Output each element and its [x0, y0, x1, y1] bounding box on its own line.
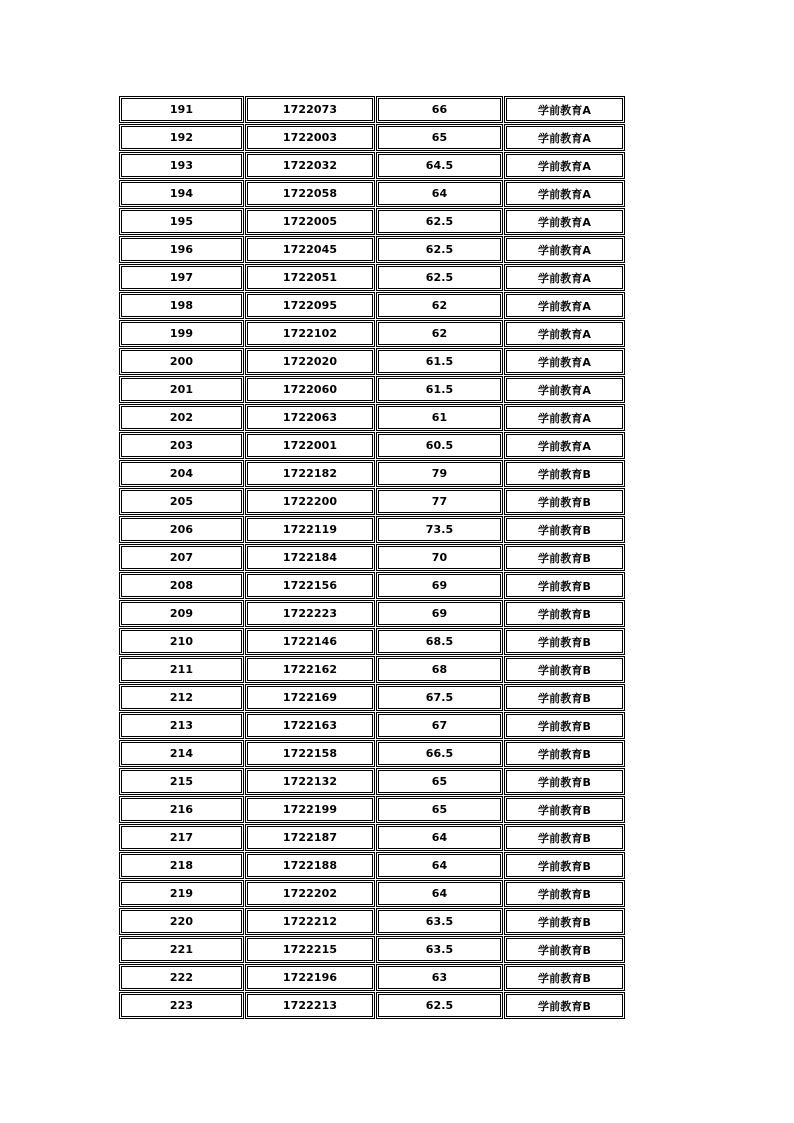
table-row: [119, 544, 626, 572]
class-cell: 学前教育A: [504, 152, 625, 179]
student-id-cell: 1722156: [245, 572, 375, 599]
student-id-cell: 1722073: [245, 96, 375, 123]
score-cell: 73.5: [376, 516, 503, 543]
table-row: [119, 152, 626, 180]
student-id-cell: 1722182: [245, 460, 375, 487]
student-id-cell: 1722063: [245, 404, 375, 431]
student-id-cell: 1722163: [245, 712, 375, 739]
rank-cell: 192: [119, 124, 244, 151]
student-id-cell: 1722045: [245, 236, 375, 263]
student-id-cell: 1722158: [245, 740, 375, 767]
rank-cell: 191: [119, 96, 244, 123]
table-row: [119, 348, 626, 376]
class-cell: 学前教育B: [504, 768, 625, 795]
table-row: [119, 852, 626, 880]
class-cell: 学前教育B: [504, 880, 625, 907]
student-id-cell: 1722212: [245, 908, 375, 935]
score-cell: 62.5: [376, 208, 503, 235]
student-id-cell: 1722202: [245, 880, 375, 907]
class-cell: 学前教育A: [504, 124, 625, 151]
class-cell: 学前教育B: [504, 488, 625, 515]
rank-cell: 222: [119, 964, 244, 991]
rank-cell: 213: [119, 712, 244, 739]
score-cell: 66: [376, 96, 503, 123]
score-cell: 79: [376, 460, 503, 487]
student-id-cell: 1722213: [245, 992, 375, 1019]
class-cell: 学前教育B: [504, 460, 625, 487]
score-cell: 68.5: [376, 628, 503, 655]
score-cell: 61.5: [376, 348, 503, 375]
table-row: [119, 684, 626, 712]
rank-cell: 223: [119, 992, 244, 1019]
rank-cell: 199: [119, 320, 244, 347]
student-id-cell: 1722162: [245, 656, 375, 683]
student-id-cell: 1722058: [245, 180, 375, 207]
table-row: [119, 712, 626, 740]
rank-cell: 208: [119, 572, 244, 599]
class-cell: 学前教育B: [504, 516, 625, 543]
table-row: [119, 208, 626, 236]
rank-cell: 197: [119, 264, 244, 291]
student-id-cell: 1722146: [245, 628, 375, 655]
table-row: [119, 376, 626, 404]
class-cell: 学前教育B: [504, 740, 625, 767]
class-cell: 学前教育B: [504, 600, 625, 627]
score-cell: 62.5: [376, 236, 503, 263]
student-id-cell: 1722196: [245, 964, 375, 991]
student-id-cell: 1722032: [245, 152, 375, 179]
student-id-cell: 1722199: [245, 796, 375, 823]
score-cell: 64: [376, 880, 503, 907]
table-row: [119, 740, 626, 768]
score-cell: 63: [376, 964, 503, 991]
rank-cell: 209: [119, 600, 244, 627]
score-cell: 61.5: [376, 376, 503, 403]
score-table: [119, 96, 626, 1020]
student-id-cell: 1722184: [245, 544, 375, 571]
table-row: [119, 404, 626, 432]
student-id-cell: 1722051: [245, 264, 375, 291]
class-cell: 学前教育B: [504, 908, 625, 935]
class-cell: 学前教育B: [504, 964, 625, 991]
rank-cell: 210: [119, 628, 244, 655]
table-row: [119, 992, 626, 1020]
class-cell: 学前教育B: [504, 992, 625, 1019]
class-cell: 学前教育A: [504, 376, 625, 403]
rank-cell: 196: [119, 236, 244, 263]
score-cell: 63.5: [376, 936, 503, 963]
table-row: [119, 124, 626, 152]
class-cell: 学前教育B: [504, 936, 625, 963]
class-cell: 学前教育A: [504, 96, 625, 123]
table-row: [119, 656, 626, 684]
score-cell: 65: [376, 796, 503, 823]
score-cell: 68: [376, 656, 503, 683]
table-row: [119, 824, 626, 852]
score-cell: 69: [376, 572, 503, 599]
class-cell: 学前教育B: [504, 712, 625, 739]
score-cell: 62: [376, 292, 503, 319]
class-cell: 学前教育A: [504, 264, 625, 291]
rank-cell: 214: [119, 740, 244, 767]
class-cell: 学前教育A: [504, 348, 625, 375]
score-cell: 69: [376, 600, 503, 627]
class-cell: 学前教育B: [504, 544, 625, 571]
score-cell: 65: [376, 768, 503, 795]
rank-cell: 194: [119, 180, 244, 207]
rank-cell: 216: [119, 796, 244, 823]
score-cell: 63.5: [376, 908, 503, 935]
table-row: [119, 236, 626, 264]
rank-cell: 217: [119, 824, 244, 851]
class-cell: 学前教育B: [504, 796, 625, 823]
rank-cell: 201: [119, 376, 244, 403]
table-row: [119, 432, 626, 460]
class-cell: 学前教育A: [504, 236, 625, 263]
rank-cell: 200: [119, 348, 244, 375]
table-row: [119, 572, 626, 600]
student-id-cell: 1722223: [245, 600, 375, 627]
score-cell: 66.5: [376, 740, 503, 767]
class-cell: 学前教育A: [504, 320, 625, 347]
student-id-cell: 1722215: [245, 936, 375, 963]
table-row: [119, 292, 626, 320]
rank-cell: 221: [119, 936, 244, 963]
rank-cell: 211: [119, 656, 244, 683]
table-row: [119, 320, 626, 348]
student-id-cell: 1722119: [245, 516, 375, 543]
rank-cell: 203: [119, 432, 244, 459]
rank-cell: 212: [119, 684, 244, 711]
table-row: [119, 768, 626, 796]
table-row: [119, 264, 626, 292]
table-row: [119, 628, 626, 656]
student-id-cell: 1722102: [245, 320, 375, 347]
rank-cell: 205: [119, 488, 244, 515]
class-cell: 学前教育B: [504, 824, 625, 851]
score-cell: 64: [376, 180, 503, 207]
student-id-cell: 1722001: [245, 432, 375, 459]
score-cell: 70: [376, 544, 503, 571]
student-id-cell: 1722020: [245, 348, 375, 375]
table-row: [119, 908, 626, 936]
score-cell: 64: [376, 852, 503, 879]
rank-cell: 207: [119, 544, 244, 571]
score-cell: 65: [376, 124, 503, 151]
table-row: [119, 180, 626, 208]
score-cell: 67: [376, 712, 503, 739]
class-cell: 学前教育B: [504, 656, 625, 683]
score-cell: 62: [376, 320, 503, 347]
table-row: [119, 964, 626, 992]
score-cell: 67.5: [376, 684, 503, 711]
rank-cell: 206: [119, 516, 244, 543]
rank-cell: 220: [119, 908, 244, 935]
class-cell: 学前教育A: [504, 432, 625, 459]
rank-cell: 219: [119, 880, 244, 907]
student-id-cell: 1722187: [245, 824, 375, 851]
rank-cell: 193: [119, 152, 244, 179]
class-cell: 学前教育B: [504, 852, 625, 879]
class-cell: 学前教育A: [504, 404, 625, 431]
score-cell: 62.5: [376, 992, 503, 1019]
student-id-cell: 1722005: [245, 208, 375, 235]
class-cell: 学前教育B: [504, 572, 625, 599]
table-row: [119, 460, 626, 488]
student-id-cell: 1722003: [245, 124, 375, 151]
table-row: [119, 600, 626, 628]
student-id-cell: 1722060: [245, 376, 375, 403]
score-cell: 60.5: [376, 432, 503, 459]
rank-cell: 195: [119, 208, 244, 235]
class-cell: 学前教育B: [504, 684, 625, 711]
score-cell: 61: [376, 404, 503, 431]
rank-cell: 215: [119, 768, 244, 795]
student-id-cell: 1722188: [245, 852, 375, 879]
class-cell: 学前教育A: [504, 208, 625, 235]
table-row: [119, 488, 626, 516]
student-id-cell: 1722095: [245, 292, 375, 319]
student-id-cell: 1722200: [245, 488, 375, 515]
class-cell: 学前教育A: [504, 180, 625, 207]
table-row: [119, 880, 626, 908]
table-row: [119, 516, 626, 544]
rank-cell: 218: [119, 852, 244, 879]
score-cell: 62.5: [376, 264, 503, 291]
class-cell: 学前教育B: [504, 628, 625, 655]
rank-cell: 204: [119, 460, 244, 487]
student-id-cell: 1722132: [245, 768, 375, 795]
rank-cell: 198: [119, 292, 244, 319]
table-row: [119, 936, 626, 964]
table-row: [119, 796, 626, 824]
score-cell: 64.5: [376, 152, 503, 179]
table-row: [119, 96, 626, 124]
student-id-cell: 1722169: [245, 684, 375, 711]
class-cell: 学前教育A: [504, 292, 625, 319]
score-cell: 77: [376, 488, 503, 515]
score-cell: 64: [376, 824, 503, 851]
rank-cell: 202: [119, 404, 244, 431]
